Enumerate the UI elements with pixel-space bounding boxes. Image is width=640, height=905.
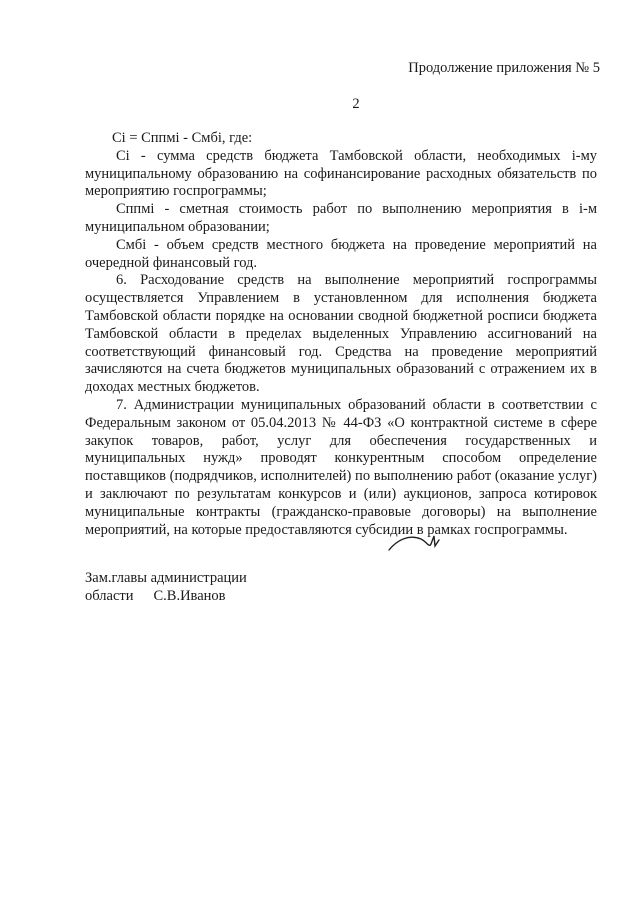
appendix-continuation-note: Продолжение приложения № 5 bbox=[408, 60, 600, 76]
signer-name: С.В.Иванов bbox=[153, 588, 226, 604]
page-number: 2 bbox=[352, 96, 360, 112]
paragraph-7: 7. Администрации муниципальных образований области в соответствии с Федеральным законом от 05.04.2013 № 44-ФЗ «О контрактной системе в сфере закупок товаров, работ, услуг для обеспечения государственных и муниципальных нужд» проводят конкурентным способом определение поставщиков (подрядчиков, исполнителей) по выполнению работ (оказание услуг) и заключают по результатам конкурсов и (или) аукционов, запроса котировок муниципальные контракты (гражданско-правовые договоры) на выполнение мероприятий, на которые предоставляются субсидии в рамках госпрограммы. bbox=[85, 396, 597, 538]
signer-position-line1: Зам.главы администрации bbox=[85, 570, 247, 586]
handwritten-signature-mark bbox=[387, 530, 447, 554]
paragraph-6: 6. Расходование средств на выполнение мероприятий госпрограммы осуществляется Управлением в установленном для исполнения бюджета Тамбовской области порядке на основании сводной бюджетной росписи бюджета Тамбовской области в пределах выделенных Управлению ассигнований на соответствующий финансовый год. Средства на проведение мероприятий зачисляются на счета бюджетов муниципальных образований с отражением их в доходах местных бюджетов. bbox=[85, 272, 597, 396]
signature-block bbox=[85, 569, 247, 605]
signer-position-region: области bbox=[85, 588, 134, 604]
signer-position-line2 bbox=[85, 587, 247, 605]
definition-cppmi: Cппмi - сметная стоимость работ по выполнению мероприятия в i-м муниципальном образовании; bbox=[85, 201, 597, 235]
document-body bbox=[85, 130, 597, 539]
formula-line: Ci = Cппмi - Cмбi, где: bbox=[112, 130, 253, 146]
definition-ci: Ci - сумма средств бюджета Тамбовской области, необходимых i-му муниципальному образованию на софинансирование расходных обязательств по мероприятию госпрограммы; bbox=[85, 147, 597, 200]
definition-cmbi: Cмбi - объем средств местного бюджета на проведение мероприятий на очередной финансовый год. bbox=[85, 236, 597, 271]
